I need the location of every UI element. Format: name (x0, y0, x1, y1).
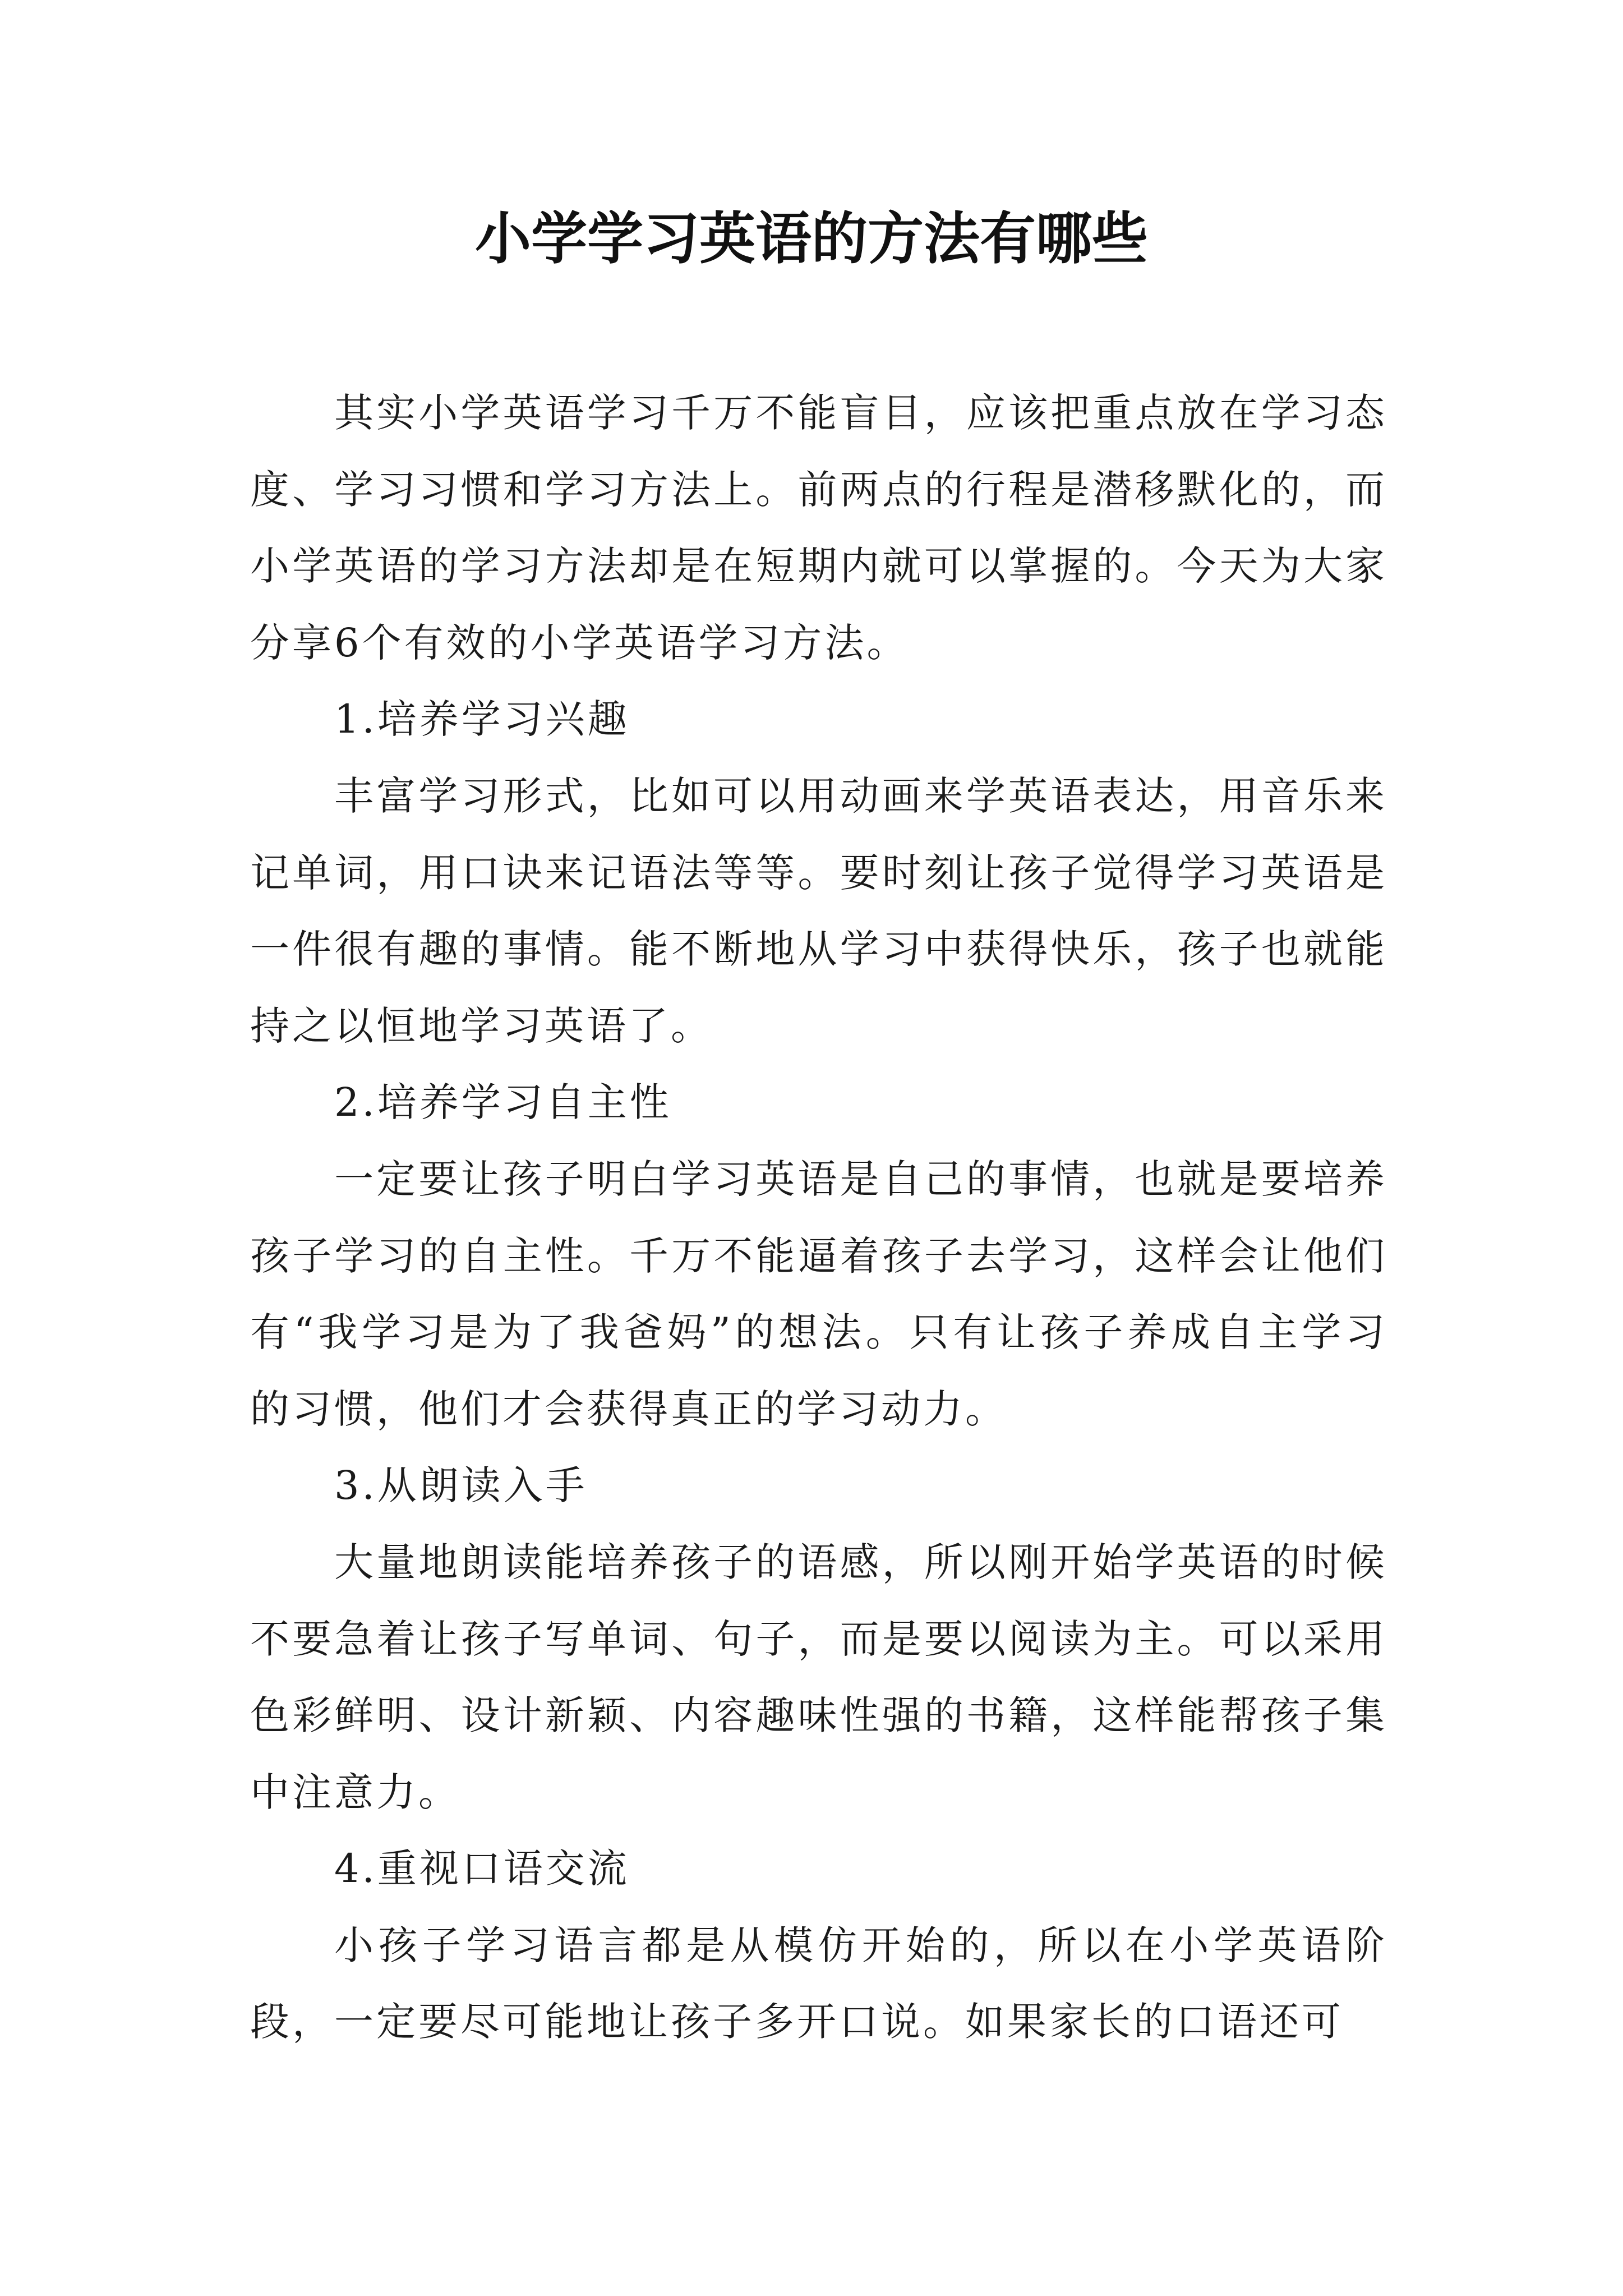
section-heading-1: 1.培养学习兴趣 (334, 696, 630, 743)
intro-paragraph: 其实小学英语学习千万不能盲目，应该把重点放在学习态度、学习习惯和学习方法上。前两点的行程是潜移默化的，而小学英语的学习方法却是在短期内就可以掌握的。今天为大家分享6个有效的小学英语学习方法。 (250, 390, 1387, 666)
section-paragraph-1: 丰富学习形式，比如可以用动画来学英语表达，用音乐来记单词，用口诀来记语法等等。要时刻让孩子觉得学习英语是一件很有趣的事情。能不断地从学习中获得快乐，孩子也就能持之以恒地学习英语了。 (250, 772, 1387, 1049)
section-paragraph-2: 一定要让孩子明白学习英语是自己的事情，也就是要培养孩子学习的自主性。千万不能逼着孩子去学习，这样会让他们有“我学习是为了我爸妈”的想法。只有让孩子养成自主学习的习惯，他们才会获得真正的学习动力。 (250, 1156, 1387, 1432)
section-heading-3: 3.从朗读入手 (334, 1462, 588, 1509)
section-heading-4: 4.重视口语交流 (334, 1846, 630, 1892)
section-paragraph-3: 大量地朗读能培养孩子的语感，所以刚开始学英语的时候不要急着让孩子写单词、句子，而是要以阅读为主。可以采用色彩鲜明、设计新颖、内容趣味性强的书籍，这样能帮孩子集中注意力。 (250, 1539, 1387, 1815)
section-paragraph-4: 小孩子学习语言都是从模仿开始的，所以在小学英语阶段，一定要尽可能地让孩子多开口说。如果家长的口语还可 (250, 1922, 1387, 2045)
section-heading-2: 2.培养学习自主性 (334, 1079, 672, 1126)
document-body (250, 375, 1387, 2060)
document-title: 小学学习英语的方法有哪些 (475, 205, 1148, 272)
